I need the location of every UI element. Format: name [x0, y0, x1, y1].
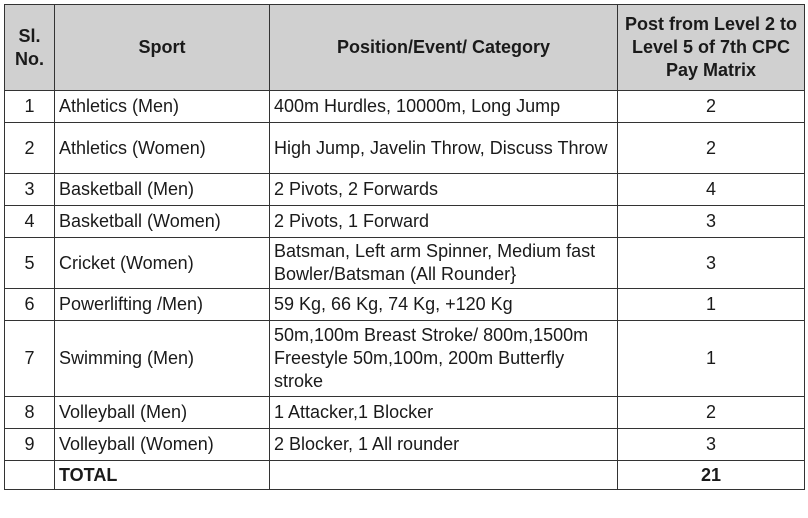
cell-position: 50m,100m Breast Stroke/ 800m,1500m Freestyle 50m,100m, 200m Butterfly stroke — [270, 321, 618, 397]
table-total-row — [5, 461, 805, 490]
table-row — [5, 321, 805, 397]
cell-post: 2 — [618, 123, 805, 174]
sports-posts-table — [4, 4, 805, 490]
cell-sl: 6 — [5, 289, 55, 321]
cell-position: 2 Pivots, 1 Forward — [270, 206, 618, 238]
table-row — [5, 206, 805, 238]
header-sport: Sport — [55, 5, 270, 91]
cell-sl-empty — [5, 461, 55, 490]
cell-post: 3 — [618, 238, 805, 289]
cell-sport: Athletics (Men) — [55, 91, 270, 123]
cell-sl: 5 — [5, 238, 55, 289]
cell-sl: 3 — [5, 174, 55, 206]
table-row — [5, 91, 805, 123]
cell-sl: 1 — [5, 91, 55, 123]
document-page — [4, 4, 805, 490]
cell-sport: Volleyball (Women) — [55, 429, 270, 461]
cell-sl: 4 — [5, 206, 55, 238]
cell-post: 4 — [618, 174, 805, 206]
table-row — [5, 289, 805, 321]
table-row — [5, 429, 805, 461]
table-row — [5, 238, 805, 289]
header-sl-no: Sl. No. — [5, 5, 55, 91]
cell-sport: Swimming (Men) — [55, 321, 270, 397]
cell-sport: Powerlifting /Men) — [55, 289, 270, 321]
table-row — [5, 123, 805, 174]
cell-position: 1 Attacker,1 Blocker — [270, 397, 618, 429]
header-position: Position/Event/ Category — [270, 5, 618, 91]
cell-post: 3 — [618, 429, 805, 461]
cell-position: 400m Hurdles, 10000m, Long Jump — [270, 91, 618, 123]
cell-sl: 7 — [5, 321, 55, 397]
cell-sl: 8 — [5, 397, 55, 429]
cell-sport: Athletics (Women) — [55, 123, 270, 174]
header-post: Post from Level 2 to Level 5 of 7th CPC Pay Matrix — [618, 5, 805, 91]
cell-post: 2 — [618, 91, 805, 123]
cell-post: 2 — [618, 397, 805, 429]
cell-sport: Cricket (Women) — [55, 238, 270, 289]
cell-post: 3 — [618, 206, 805, 238]
cell-sport: Basketball (Men) — [55, 174, 270, 206]
cell-post: 1 — [618, 289, 805, 321]
cell-position: High Jump, Javelin Throw, Discuss Throw — [270, 123, 618, 174]
total-label: TOTAL — [55, 461, 270, 490]
cell-post: 1 — [618, 321, 805, 397]
cell-position: 2 Pivots, 2 Forwards — [270, 174, 618, 206]
table-row — [5, 174, 805, 206]
cell-sl: 2 — [5, 123, 55, 174]
cell-position-empty — [270, 461, 618, 490]
table-row — [5, 397, 805, 429]
total-value: 21 — [618, 461, 805, 490]
cell-position: 59 Kg, 66 Kg, 74 Kg, +120 Kg — [270, 289, 618, 321]
cell-sport: Basketball (Women) — [55, 206, 270, 238]
cell-position: Batsman, Left arm Spinner, Medium fast Bowler/Batsman (All Rounder} — [270, 238, 618, 289]
cell-sl: 9 — [5, 429, 55, 461]
table-header-row — [5, 5, 805, 91]
cell-position: 2 Blocker, 1 All rounder — [270, 429, 618, 461]
cell-sport: Volleyball (Men) — [55, 397, 270, 429]
